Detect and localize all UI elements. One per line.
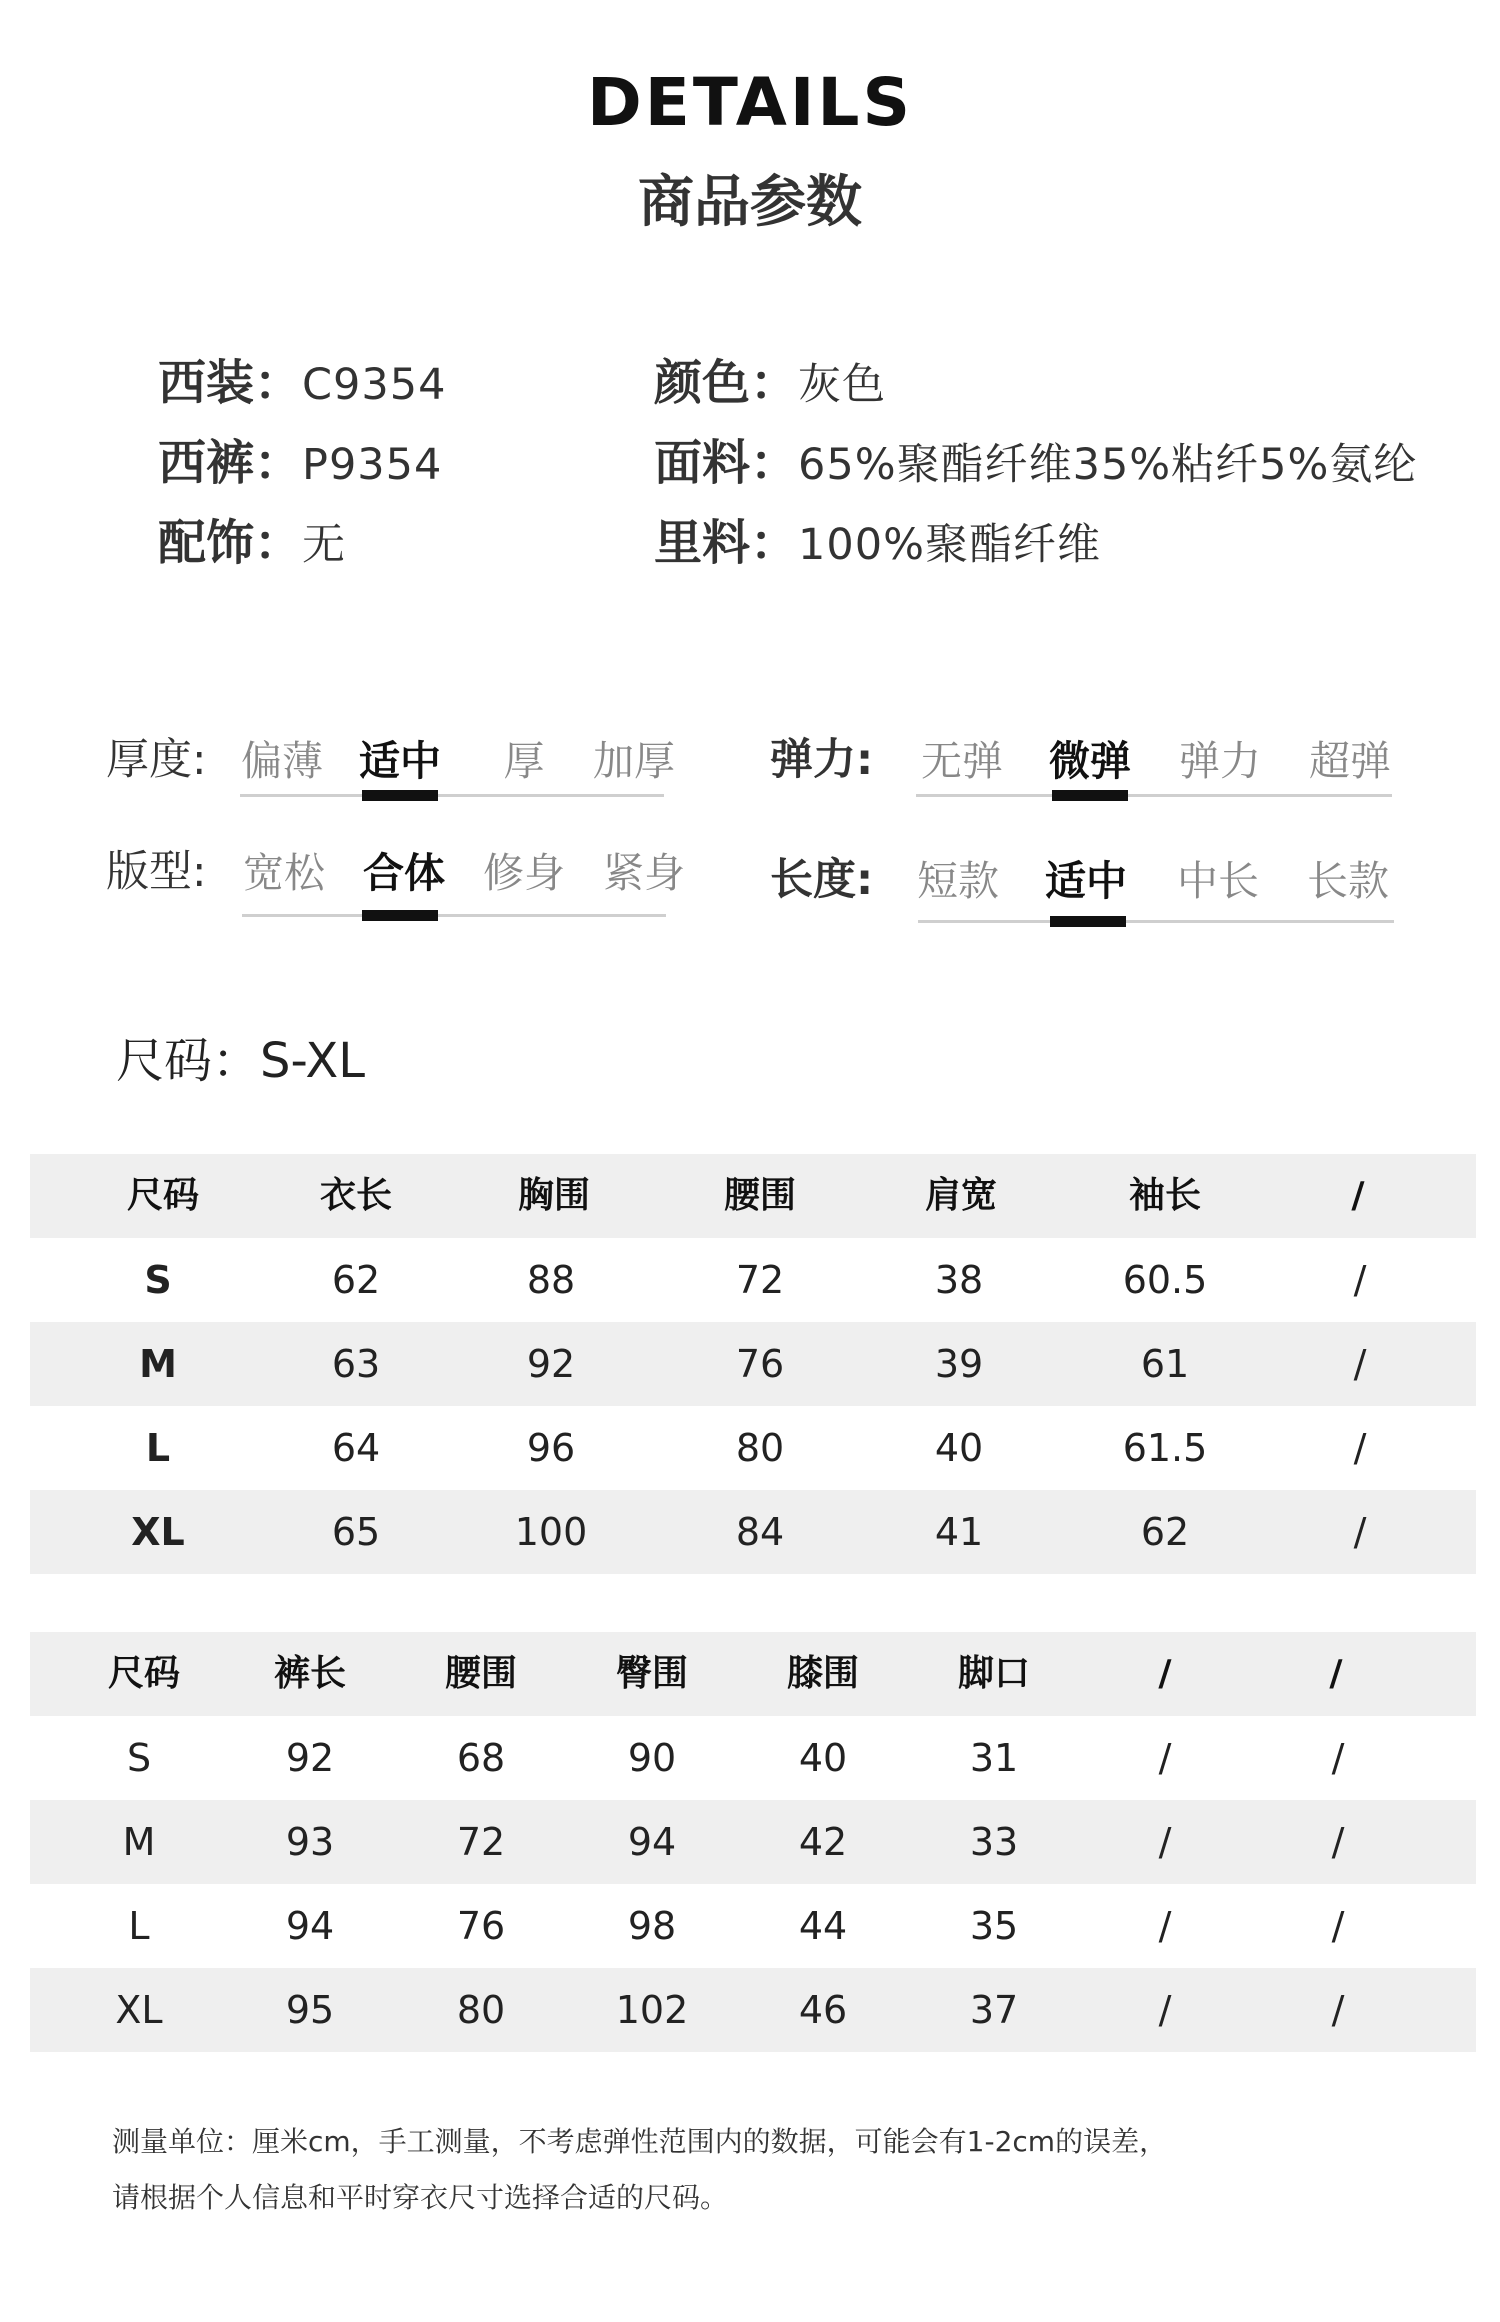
table-header-cell: 袖长 bbox=[1128, 1175, 1202, 1216]
attr-thickness-indicator bbox=[362, 790, 438, 801]
param-pants-key: 西裤： bbox=[158, 435, 303, 491]
table-header-cell: 尺码 bbox=[107, 1653, 181, 1694]
table-cell: 98 bbox=[627, 1904, 677, 1948]
footnote-line-1: 测量单位：厘米cm，手工测量，不考虑弹性范围内的数据，可能会有1-2cm的误差， bbox=[112, 2125, 1168, 2158]
table-cell: 72 bbox=[456, 1820, 506, 1864]
attr-thickness-option-selected: 适中 bbox=[359, 737, 441, 785]
attr-fit-track bbox=[242, 914, 666, 917]
attr-elasticity-indicator bbox=[1052, 790, 1128, 801]
attr-length-option-selected: 适中 bbox=[1045, 857, 1127, 905]
param-lining-value: 100%聚酯纤维 bbox=[798, 520, 1101, 570]
table-cell: / bbox=[1331, 1988, 1345, 2032]
param-suit bbox=[158, 344, 446, 413]
table-cell: / bbox=[1331, 1736, 1345, 1780]
table-cell: 33 bbox=[969, 1820, 1019, 1864]
param-pants-value: P9354 bbox=[302, 440, 443, 490]
table-header-cell: 裤长 bbox=[273, 1653, 347, 1694]
param-accessory-value: 无 bbox=[302, 520, 347, 570]
attr-length-label: 长度: bbox=[770, 855, 874, 905]
attr-fit-label: 版型: bbox=[106, 847, 207, 897]
attr-fit-option: 紧身 bbox=[603, 849, 685, 897]
table-header-cell: 腰围 bbox=[444, 1653, 518, 1694]
attr-fit-option-selected: 合体 bbox=[363, 849, 445, 897]
param-suit-value: C9354 bbox=[302, 360, 447, 410]
attr-length-option: 中长 bbox=[1177, 857, 1259, 905]
attr-thickness-track bbox=[240, 794, 664, 797]
table-cell: / bbox=[1158, 1988, 1172, 2032]
table-header-cell: / bbox=[1351, 1175, 1365, 1216]
table-row bbox=[30, 1716, 1476, 1800]
table-cell: 96 bbox=[526, 1426, 576, 1470]
table-cell: 68 bbox=[456, 1736, 506, 1780]
attr-fit-option: 修身 bbox=[483, 849, 565, 897]
attr-thickness-option: 偏薄 bbox=[241, 737, 323, 785]
table-cell: XL bbox=[131, 1510, 185, 1554]
table-row bbox=[30, 1968, 1476, 2052]
table-cell: 39 bbox=[934, 1342, 984, 1386]
table-cell: / bbox=[1158, 1904, 1172, 1948]
table-header-row bbox=[30, 1154, 1476, 1238]
table-cell: 31 bbox=[969, 1736, 1019, 1780]
param-fabric-value: 65%聚酯纤维35%粘纤5%氨纶 bbox=[798, 440, 1418, 490]
table-header-cell: 脚口 bbox=[957, 1653, 1031, 1694]
table-cell: 37 bbox=[969, 1988, 1019, 2032]
table-cell: 92 bbox=[526, 1342, 576, 1386]
param-accessory-key: 配饰： bbox=[158, 515, 303, 571]
table-row bbox=[30, 1322, 1476, 1406]
table-row bbox=[30, 1406, 1476, 1490]
table-cell: L bbox=[128, 1904, 150, 1948]
table-cell: 64 bbox=[331, 1426, 381, 1470]
param-pants bbox=[158, 424, 442, 493]
table-header-cell: / bbox=[1329, 1653, 1343, 1694]
table-cell: 72 bbox=[735, 1258, 785, 1302]
table-header-cell: 肩宽 bbox=[924, 1175, 998, 1216]
attr-fit-indicator bbox=[362, 910, 438, 921]
table-cell: M bbox=[139, 1342, 177, 1386]
table-header-cell: 尺码 bbox=[126, 1175, 200, 1216]
table-cell: 65 bbox=[331, 1510, 381, 1554]
table-cell: S bbox=[126, 1736, 152, 1780]
table-cell: 102 bbox=[615, 1988, 689, 2032]
table-cell: / bbox=[1353, 1342, 1367, 1386]
size-range: 尺码：S-XL bbox=[116, 1033, 366, 1089]
table-cell: / bbox=[1331, 1904, 1345, 1948]
attr-elasticity-option: 无弹 bbox=[921, 737, 1003, 785]
param-color bbox=[654, 344, 886, 413]
attr-length-track bbox=[918, 920, 1394, 923]
param-lining-key: 里料： bbox=[654, 515, 799, 571]
table-cell: L bbox=[145, 1426, 171, 1470]
table-cell: 92 bbox=[285, 1736, 335, 1780]
table-cell: M bbox=[122, 1820, 156, 1864]
table-cell: 44 bbox=[798, 1904, 848, 1948]
footnote-line-2: 请根据个人信息和平时穿衣尺寸选择合适的尺码。 bbox=[112, 2181, 729, 2214]
pants-size-table bbox=[30, 1632, 1476, 2052]
table-cell: 80 bbox=[456, 1988, 506, 2032]
attr-length-option: 长款 bbox=[1307, 857, 1389, 905]
table-row bbox=[30, 1800, 1476, 1884]
table-header-cell: 臀围 bbox=[615, 1653, 689, 1694]
table-cell: / bbox=[1158, 1820, 1172, 1864]
table-cell: 95 bbox=[285, 1988, 335, 2032]
attr-fit-option: 宽松 bbox=[243, 849, 325, 897]
table-cell: 90 bbox=[627, 1736, 677, 1780]
table-cell: 80 bbox=[735, 1426, 785, 1470]
table-cell: XL bbox=[115, 1988, 163, 2032]
table-cell: 93 bbox=[285, 1820, 335, 1864]
attr-elasticity-option: 超弹 bbox=[1309, 737, 1391, 785]
table-cell: 61.5 bbox=[1122, 1426, 1208, 1470]
table-header-cell: 膝围 bbox=[786, 1653, 860, 1694]
attr-length-option: 短款 bbox=[917, 857, 999, 905]
attr-elasticity-track bbox=[916, 794, 1392, 797]
table-cell: 60.5 bbox=[1122, 1258, 1208, 1302]
param-color-value: 灰色 bbox=[798, 360, 887, 410]
table-cell: 62 bbox=[331, 1258, 381, 1302]
table-row bbox=[30, 1884, 1476, 1968]
param-lining bbox=[654, 504, 1101, 573]
table-row bbox=[30, 1238, 1476, 1322]
attr-thickness-label: 厚度: bbox=[106, 735, 207, 785]
table-cell: 40 bbox=[934, 1426, 984, 1470]
table-cell: S bbox=[144, 1258, 172, 1302]
table-cell: / bbox=[1353, 1258, 1367, 1302]
table-cell: 42 bbox=[798, 1820, 848, 1864]
table-row bbox=[30, 1490, 1476, 1574]
param-fabric bbox=[654, 424, 1417, 493]
attr-elasticity-label: 弹力: bbox=[770, 735, 874, 785]
table-cell: 76 bbox=[735, 1342, 785, 1386]
table-cell: 35 bbox=[969, 1904, 1019, 1948]
table-cell: 40 bbox=[798, 1736, 848, 1780]
table-header-row bbox=[30, 1632, 1476, 1716]
table-cell: 61 bbox=[1140, 1342, 1190, 1386]
table-cell: 63 bbox=[331, 1342, 381, 1386]
page-subtitle: 商品参数 bbox=[638, 170, 862, 235]
table-cell: / bbox=[1353, 1426, 1367, 1470]
param-fabric-key: 面料： bbox=[654, 435, 799, 491]
jacket-size-table bbox=[30, 1154, 1476, 1574]
table-cell: 88 bbox=[526, 1258, 576, 1302]
table-header-cell: 胸围 bbox=[517, 1175, 591, 1216]
attr-thickness-option: 厚 bbox=[503, 737, 545, 785]
table-header-cell: 衣长 bbox=[319, 1175, 393, 1216]
table-cell: 94 bbox=[627, 1820, 677, 1864]
param-color-key: 颜色： bbox=[654, 355, 799, 411]
attr-thickness-option: 加厚 bbox=[593, 737, 675, 785]
table-header-cell: / bbox=[1158, 1653, 1172, 1694]
table-cell: 46 bbox=[798, 1988, 848, 2032]
param-accessory bbox=[158, 504, 346, 573]
table-cell: / bbox=[1158, 1736, 1172, 1780]
param-suit-key: 西装： bbox=[158, 355, 303, 411]
table-cell: 41 bbox=[934, 1510, 984, 1554]
page-title: DETAILS bbox=[587, 64, 913, 141]
attr-elasticity-option: 弹力 bbox=[1179, 737, 1261, 785]
attr-elasticity-option-selected: 微弹 bbox=[1049, 737, 1131, 785]
table-cell: 76 bbox=[456, 1904, 506, 1948]
table-cell: 100 bbox=[514, 1510, 588, 1554]
table-cell: 94 bbox=[285, 1904, 335, 1948]
table-cell: / bbox=[1331, 1820, 1345, 1864]
table-cell: 84 bbox=[735, 1510, 785, 1554]
table-cell: / bbox=[1353, 1510, 1367, 1554]
table-cell: 38 bbox=[934, 1258, 984, 1302]
attr-length-indicator bbox=[1050, 916, 1126, 927]
table-header-cell: 腰围 bbox=[723, 1175, 797, 1216]
table-cell: 62 bbox=[1140, 1510, 1190, 1554]
